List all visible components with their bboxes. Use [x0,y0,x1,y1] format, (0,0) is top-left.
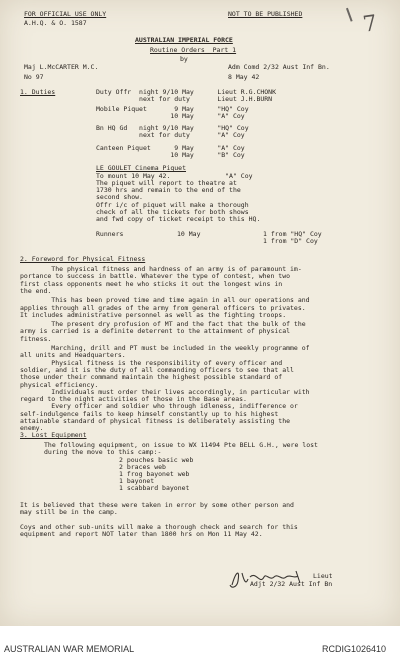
duty-row: Duty Offr night 9/10 May Lieut R.G.CHONK [96,88,277,96]
cinema-line: To mount 10 May 42. "A" Coy [96,172,253,180]
equipment-item: 2 pouches basic web [119,456,194,464]
runners-entry: 1 from "D" Coy [263,237,318,245]
fitness-line: regard to the night activities of those in the Base areas. [20,395,247,404]
signature-rank: Lieut [313,572,333,580]
cinema-line: 1730 hrs and remain to the end of the [96,186,241,194]
fitness-line: This has been proved time and time again in all our operations and [20,296,310,305]
fitness-line: army is carried is a definite deterrent to the attainment of physical [20,327,291,336]
fitness-line: self-indulgence fails to keep himself constantly up to his highest [20,409,279,418]
cinema-line: check of all the tickets for both shows [96,208,249,216]
issuing-command: Adm Comd 2/32 Aust Inf Bn. [228,63,330,71]
fitness-line: physical efficiency. [20,380,99,389]
cinema-line: The piquet will report to theatre at [96,179,237,187]
lost-equipment-note: It is believed that these were taken in error by some other person and [20,501,294,509]
duty-row: 10 May "A" Coy [96,112,245,120]
section-lost-equipment-heading: 3. Lost Equipment [20,431,87,439]
duty-row: Bn HQ Gd night 9/10 May "HQ" Coy [96,124,249,132]
runners-entry: 1 from "HQ" Coy [263,230,322,238]
fitness-line: the end. [20,286,52,295]
cinema-piquet-heading: LE GOULET Cinema Piquet [96,164,187,172]
fitness-line: The present dry profusion of MT and the fact that the bulk of the [20,320,306,329]
fitness-line: those under their command maintain the highest possible standard of [20,373,283,382]
lost-equipment-note: may still be in the camp. [20,508,118,516]
reference-number: A.H.Q. & O. 1587 [24,19,87,27]
fitness-line: Every officer and soldier who through idleness, indifference or [20,402,298,411]
force-title: AUSTRALIAN IMPERIAL FORCE [135,36,233,44]
order-number: No 97 [24,73,44,81]
order-date: 8 May 42 [228,73,260,81]
pen-mark [346,4,362,21]
orders-title: Routine Orders Part 1 [150,46,237,54]
runners-date: 10 May [177,230,201,238]
section-fitness-heading: 2. Foreword for Physical Fitness [20,255,146,263]
fitness-line: portance to success in battle. Whatever the type of contest, when two [20,272,291,281]
equipment-item: 2 braces web [119,463,166,471]
equipment-item: 1 scabbard bayonet [119,484,190,492]
cinema-line: Offr i/c of piquet will make a thorough [96,201,249,209]
handwritten-page-number: 7 [361,11,379,38]
fitness-line: fitness. [20,334,52,343]
issuing-officer: Maj L.McCARTER M.C. [24,63,99,71]
runners-label: Runners [96,230,124,238]
lost-equipment-note: Coys and other sub-units will make a thorough check and search for this [20,523,298,531]
footer-reference: RCDIG1026410 [322,644,387,654]
equipment-item: 1 bayonet [119,477,155,485]
by-label: by [180,55,188,63]
section-duties-heading: 1. Duties [20,88,56,96]
classification-label: FOR OFFICIAL USE ONLY [24,10,107,18]
fitness-line: Physical fitness is the responsibility of every officer and [20,358,283,367]
fitness-line: The physical fitness and hardness of an army is of paramount im- [20,265,302,273]
fitness-line: Individuals must order their lives accordingly, in particular with [20,387,310,396]
signature-appointment: Adjt 2/32 Aust Inf Bn [250,580,333,588]
duty-row: next for duty Lieut J.H.BURN [96,95,273,103]
duty-row: Mobile Piquet 9 May "HQ" Coy [96,105,249,113]
duty-row: Canteen Piquet 9 May "A" Coy [96,144,245,152]
lost-equipment-intro: The following equipment, on issue to WX 11494 Pte BELL G.H., were lost [44,441,318,449]
fitness-line: It includes administrative personnel as well as the fighting troops. [20,310,287,319]
duty-row: 10 May "B" Coy [96,151,245,159]
lost-equipment-intro: during the move to this camp:- [44,448,162,456]
fitness-line: enemy. [20,424,44,433]
footer-institution: AUSTRALIAN WAR MEMORIAL [4,644,135,654]
not-published-label: NOT TO BE PUBLISHED [228,10,303,18]
fitness-line: first class opponents meet he who sticks it out the longest wins in [20,279,283,288]
fitness-line: attainable standard of physical fitness is deliberately assisting the [20,417,291,425]
lost-equipment-note: equipment and report NOT later than 1800 hrs on Mon 11 May 42. [20,530,263,538]
fitness-line: soldier, and it is the duty of all commanding officers to see that all [20,365,294,374]
cinema-line: and fwd copy of ticket receipt to this HQ. [96,215,261,223]
archive-footer [0,626,400,654]
duty-row: next for duty "A" Coy [96,131,245,139]
fitness-line: Marching, drill and PT must be included in the weekly programme of [20,344,310,352]
fitness-line: applies through all grades of the army from general officers to privates. [20,303,306,312]
equipment-item: 1 frog bayonet web [119,470,190,478]
cinema-line: second show. [96,193,143,201]
fitness-line: all units and Headquarters. [20,351,126,360]
